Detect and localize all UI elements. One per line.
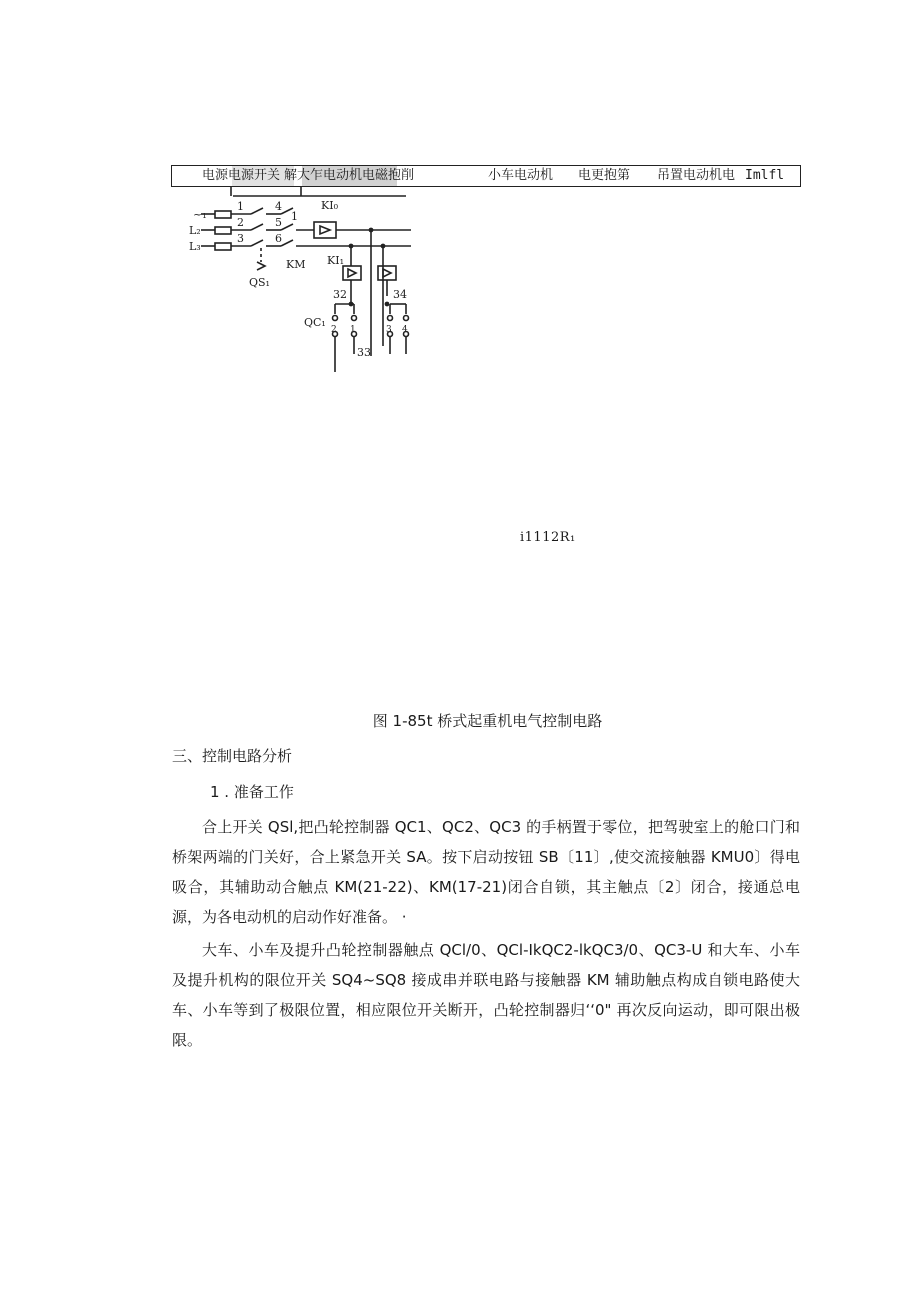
terminal-label: 6	[275, 232, 282, 245]
contact-terminal	[388, 316, 393, 321]
line-label: ~₁	[193, 208, 207, 221]
junction-dot	[349, 302, 354, 307]
paragraph: 合上开关 QSl,把凸轮控制器 QC1、QC2、QC3 的手柄置于零位，把驾驶室上的舱口门和桥架两端的门关好，合上紧急开关 SA。按下启动按钮 SB〔11〕,使交流接触器 KMU0〕得电吸合，其辅助动合触点 KM(21-22)、KM(17-21)闭合自锁，其主触点〔2〕闭合，接通总电源，为各电动机的启动作好准备。 ·	[172, 818, 800, 926]
section-heading: 三、控制电路分析	[172, 747, 293, 765]
line-label: L₃	[189, 240, 201, 253]
sub-heading: 1 . 准备工作	[210, 783, 294, 801]
component-label: QS₁	[249, 276, 270, 289]
paragraph: 大车、小车及提升凸轮控制器触点 QCl/0、QCl-IkQC2-lkQC3/0、QC3-U 和大车、小车及提升机构的限位开关 SQ4~SQ8 接成串并联电路与接触器 KM 辅助触点构成自锁电路使大车、小车等到了极限位置，相应限位开关断开，凸轮控制器归‘‘0" 再次反向运动，即可限出极限。	[172, 941, 800, 1049]
junction-dot	[381, 244, 386, 249]
header-cell: 吊置电动机电	[657, 168, 736, 183]
switch-blade	[251, 224, 263, 230]
contact-number: 4	[402, 325, 408, 335]
switch-blade	[251, 208, 263, 214]
contact-terminal	[352, 316, 357, 321]
contact-number: 2	[331, 325, 337, 335]
junction-dot	[349, 244, 354, 249]
component-label: KM	[286, 258, 306, 271]
contact	[281, 240, 293, 246]
fuse	[215, 227, 231, 234]
wire-number: 33	[357, 346, 371, 359]
fuse	[215, 211, 231, 218]
overload-relay	[343, 266, 361, 280]
header-cell: 小车电动机	[488, 168, 554, 183]
junction-dot	[385, 302, 390, 307]
terminal-label: 2	[237, 216, 244, 229]
header-cell: Imlfl	[745, 168, 785, 183]
wire-number: 32	[333, 288, 347, 301]
contact-number: 3	[386, 325, 392, 335]
header-cell: 电源电源开关	[202, 168, 281, 183]
contact	[281, 224, 293, 230]
component-label: QC₁	[304, 316, 326, 329]
contact-terminal	[404, 316, 409, 321]
header-cell: 电更抱第	[578, 168, 631, 183]
switch-blade	[251, 240, 263, 246]
relay-symbol	[348, 269, 356, 277]
terminal-label: 1	[237, 200, 244, 213]
terminal-label: 1	[291, 210, 298, 223]
fuse	[215, 243, 231, 250]
line-label: L₂	[189, 224, 201, 237]
header-cell: 解大乍电动机电磁抱削	[284, 168, 415, 183]
wire-number: 34	[393, 288, 407, 301]
relay-symbol	[383, 269, 391, 277]
figure-header-strip	[171, 165, 801, 187]
contact-terminal	[333, 316, 338, 321]
figure-fragment-label: i1112R₁	[520, 530, 576, 545]
figure-caption: 图 1-85t 桥式起重机电气控制电路	[372, 712, 603, 730]
switch-handle	[257, 262, 265, 270]
terminal-label: 5	[275, 216, 282, 229]
terminal-label: 3	[237, 232, 244, 245]
component-label: KI₀	[321, 199, 338, 212]
terminal-label: 4	[275, 200, 282, 213]
overload-relay	[378, 266, 396, 280]
relay-symbol	[320, 226, 330, 234]
circuit-diagram	[171, 186, 431, 376]
contact-number: 1	[350, 325, 356, 335]
overload-relay	[314, 222, 336, 238]
junction-dot	[369, 228, 374, 233]
component-label: KI₁	[327, 254, 344, 267]
